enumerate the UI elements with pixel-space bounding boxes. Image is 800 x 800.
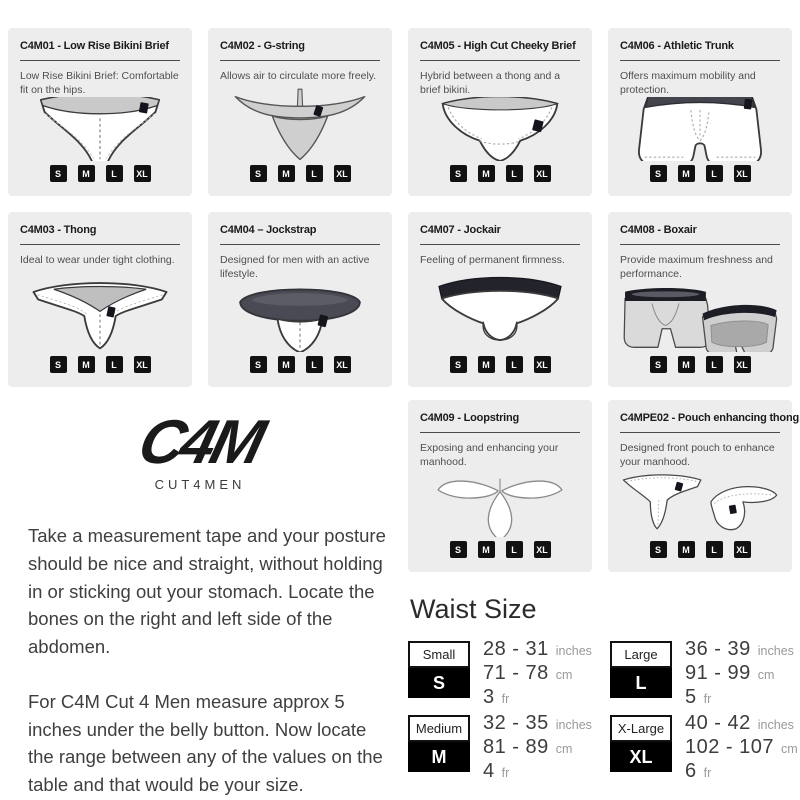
size-letter-label: S <box>408 668 470 698</box>
size-badge-m: M <box>678 356 695 373</box>
inches-unit: inches <box>555 718 592 732</box>
size-badge-xl: XL <box>734 165 751 182</box>
product-card <box>8 212 192 387</box>
size-badge-l: L <box>306 165 323 182</box>
size-badge-l: L <box>106 356 123 373</box>
product-card <box>408 212 592 387</box>
title-divider <box>220 244 380 245</box>
size-badge-s: S <box>650 541 667 558</box>
size-badge-xl: XL <box>334 165 351 182</box>
size-badge-m: M <box>678 165 695 182</box>
size-badge-s: S <box>450 541 467 558</box>
size-badge-row <box>620 165 780 182</box>
product-title: C4M01 - Low Rise Bikini Brief <box>20 40 169 52</box>
size-measurements <box>483 638 592 710</box>
pouch-thong-illustration <box>620 469 780 537</box>
size-badge-xl: XL <box>134 165 151 182</box>
size-box <box>408 715 470 772</box>
size-badge-s: S <box>650 356 667 373</box>
inches-value: 36 - 39 <box>685 638 751 660</box>
size-badge-xl: XL <box>534 356 551 373</box>
fr-unit: fr <box>703 766 712 780</box>
product-title: C4M04 – Jockstrap <box>220 224 317 236</box>
inches-value: 28 - 31 <box>483 638 549 660</box>
product-card <box>608 400 799 572</box>
size-badge-m: M <box>278 165 295 182</box>
waist-size-entry-s <box>408 638 598 710</box>
size-badge-xl: XL <box>134 356 151 373</box>
title-divider <box>20 60 180 61</box>
product-title: C4M07 - Jockair <box>420 224 501 236</box>
cm-unit: cm <box>555 742 573 756</box>
product-title: C4M02 - G-string <box>220 40 305 52</box>
product-title: C4M08 - Boxair <box>620 224 697 236</box>
instruction-paragraph-2: For C4M Cut 4 Men measure approx 5 inches under the belly button. Now locate the range between any of the values on the table and that would be your size. <box>28 690 383 795</box>
size-badge-row <box>620 356 780 373</box>
size-badge-row <box>220 356 380 373</box>
fr-value: 4 <box>483 760 495 782</box>
jockstrap-illustration <box>220 281 380 352</box>
size-letter-label: L <box>610 668 672 698</box>
waist-size-entry-l <box>610 638 800 710</box>
product-description: Designed front pouch to enhance your manhood. <box>620 442 775 469</box>
title-divider <box>620 432 780 433</box>
size-badge-xl: XL <box>534 165 551 182</box>
instruction-paragraph-1: Take a measurement tape and your posture should be nice and straight, without holding in or sticking out your stomach. Locate the bones on the right and left side of the abdomen. <box>28 525 386 657</box>
boxair-illustration <box>620 281 780 352</box>
inches-unit: inches <box>555 644 592 658</box>
size-badge-s: S <box>250 356 267 373</box>
size-badge-row <box>420 165 580 182</box>
product-description: Offers maximum mobility and protection. <box>620 70 756 97</box>
product-title: C4MPE02 - Pouch enhancing thong <box>620 412 799 424</box>
size-badge-l: L <box>706 541 723 558</box>
size-badge-s: S <box>50 356 67 373</box>
size-measurements <box>483 712 592 784</box>
brand-logo-subtext: CUT4MEN <box>154 477 246 492</box>
brand-logo-text: C4M <box>132 408 269 477</box>
title-divider <box>420 60 580 61</box>
fr-unit: fr <box>703 692 712 706</box>
size-badge-row <box>420 356 580 373</box>
loopstring-illustration <box>420 469 580 537</box>
product-card <box>408 28 592 196</box>
size-badge-s: S <box>650 165 667 182</box>
cm-value: 91 - 99 <box>685 662 751 684</box>
fr-unit: fr <box>501 692 510 706</box>
cm-value: 81 - 89 <box>483 736 549 758</box>
size-badge-row <box>420 541 580 558</box>
inches-unit: inches <box>757 644 794 658</box>
title-divider <box>220 60 380 61</box>
fr-value: 5 <box>685 686 697 708</box>
size-badge-xl: XL <box>734 541 751 558</box>
size-badge-m: M <box>278 356 295 373</box>
product-title: C4M06 - Athletic Trunk <box>620 40 734 52</box>
size-measurements <box>685 638 794 710</box>
size-badge-s: S <box>450 356 467 373</box>
fr-value: 6 <box>685 760 697 782</box>
cm-unit: cm <box>757 668 775 682</box>
size-badge-row <box>220 165 380 182</box>
inches-value: 32 - 35 <box>483 712 549 734</box>
inches-value: 40 - 42 <box>685 712 751 734</box>
product-description: Exposing and enhancing your manhood. <box>420 442 559 469</box>
size-badge-l: L <box>706 356 723 373</box>
size-badge-xl: XL <box>334 356 351 373</box>
waist-size-entry-xl <box>610 712 800 784</box>
size-badge-s: S <box>450 165 467 182</box>
size-badge-l: L <box>506 356 523 373</box>
title-divider <box>20 244 180 245</box>
size-letter-label: XL <box>610 742 672 772</box>
size-badge-l: L <box>306 356 323 373</box>
size-box <box>408 641 470 698</box>
size-badge-m: M <box>478 541 495 558</box>
product-card <box>608 212 792 387</box>
fr-value: 3 <box>483 686 495 708</box>
size-badge-l: L <box>506 165 523 182</box>
product-description: Feeling of permanent firmness. <box>420 254 565 266</box>
product-description: Provide maximum freshness and performance. <box>620 254 773 281</box>
product-card <box>608 28 792 196</box>
product-card <box>8 28 192 196</box>
title-divider <box>620 60 780 61</box>
product-description: Hybrid between a thong and a brief bikini. <box>420 70 561 97</box>
inches-unit: inches <box>757 718 794 732</box>
size-badge-l: L <box>106 165 123 182</box>
size-badge-s: S <box>50 165 67 182</box>
size-badge-row <box>620 541 780 558</box>
g-string-illustration <box>220 84 380 161</box>
size-badge-m: M <box>78 165 95 182</box>
size-name-label: Large <box>610 641 672 668</box>
product-title: C4M03 - Thong <box>20 224 97 236</box>
product-card <box>208 212 392 387</box>
brand-logo <box>25 408 375 492</box>
size-name-label: X-Large <box>610 715 672 742</box>
size-badge-m: M <box>678 541 695 558</box>
title-divider <box>620 244 780 245</box>
size-box <box>610 715 672 772</box>
waist-size-entry-m <box>408 712 598 784</box>
product-title: C4M09 - Loopstring <box>420 412 520 424</box>
size-badge-m: M <box>478 356 495 373</box>
size-badge-l: L <box>506 541 523 558</box>
size-badge-row <box>20 356 180 373</box>
product-description: Designed for men with an active lifestyle. <box>220 254 370 281</box>
size-badge-xl: XL <box>534 541 551 558</box>
bikini-brief-illustration <box>20 97 180 161</box>
product-card <box>208 28 392 196</box>
size-name-label: Medium <box>408 715 470 742</box>
size-badge-m: M <box>78 356 95 373</box>
product-description: Allows air to circulate more freely. <box>220 70 377 82</box>
fr-unit: fr <box>501 766 510 780</box>
size-badge-l: L <box>706 165 723 182</box>
size-badge-m: M <box>478 165 495 182</box>
size-badge-xl: XL <box>734 356 751 373</box>
size-letter-label: M <box>408 742 470 772</box>
product-title: C4M05 - High Cut Cheeky Brief <box>420 40 576 52</box>
cm-value: 102 - 107 <box>685 736 775 758</box>
thong-illustration <box>20 268 180 352</box>
size-badge-row <box>20 165 180 182</box>
size-badge-s: S <box>250 165 267 182</box>
size-box <box>610 641 672 698</box>
cm-value: 71 - 78 <box>483 662 549 684</box>
size-measurements <box>685 712 798 784</box>
waist-size-title: Waist Size <box>410 594 537 624</box>
jockair-illustration <box>420 268 580 352</box>
product-description: Ideal to wear under tight clothing. <box>20 254 175 266</box>
size-name-label: Small <box>408 641 470 668</box>
cm-unit: cm <box>781 742 798 756</box>
cheeky-brief-illustration <box>420 97 580 161</box>
title-divider <box>420 432 580 433</box>
measurement-instructions <box>28 522 386 799</box>
athletic-trunk-illustration <box>620 97 780 161</box>
title-divider <box>420 244 580 245</box>
product-card <box>408 400 592 572</box>
product-description: Low Rise Bikini Brief: Comfortable fit on the hips. <box>20 70 179 97</box>
cm-unit: cm <box>555 668 573 682</box>
